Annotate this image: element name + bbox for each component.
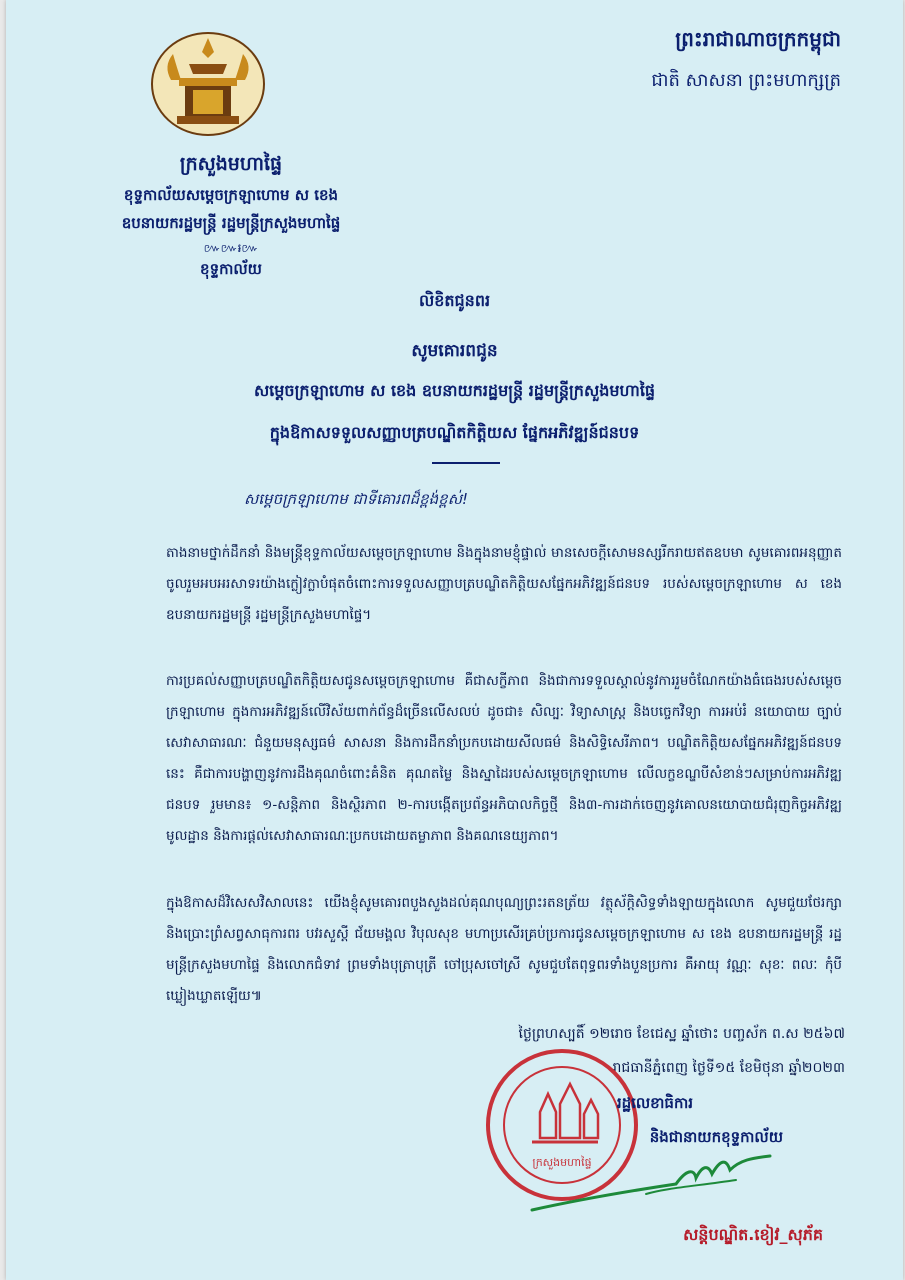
national-motto: ជាតិ សាសនា ព្រះមហាក្សត្រ	[651, 70, 841, 91]
paragraph-1: តាងនាមថ្នាក់ដឹកនាំ និងមន្ត្រីខុទ្ទកាល័យសម្តេចក្រឡាហោម និងក្នុងនាមខ្ញុំផ្ទាល់ មានសេចក្តីសោមនស្សរីករាយឥតឧបមា សូមគោរពអនុញ្ញាតចូលរួមអបអរសាទរយ៉ាងក្លៀវក្លាបំផុតចំពោះការទទួលសញ្ញាបត្របណ្ឌិតកិត្តិយសផ្នែកអភិវឌ្ឍន៍ជនបទ របស់សម្តេចក្រឡាហោម ស ខេង ឧបនាយករដ្ឋមន្ត្រី រដ្ឋមន្ត្រីក្រសួងមហាផ្ទៃ។	[166, 545, 842, 623]
handwritten-signature-icon	[526, 1150, 776, 1220]
solar-date: រាជធានីភ្នំពេញ ថ្ងៃទី១៥ ខែមិថុនា ឆ្នាំ២០២៣	[612, 1060, 845, 1076]
ornament-divider: ៚៚៛៚	[203, 241, 259, 255]
cabinet-line-1: ខុទ្ទកាល័យសម្តេចក្រឡាហោម ស ខេង	[123, 186, 339, 204]
salutation: សម្តេចក្រឡាហោម ជាទីគោរពដ៏ខ្ពង់ខ្ពស់!	[244, 490, 468, 508]
respectfully-to: សូមគោរពជូន	[411, 341, 498, 361]
signer-title: រដ្ឋលេខាធិការ	[616, 1094, 693, 1112]
signer-name: សន្តិបណ្ឌិត.ខៀវ_សុភ័គ	[683, 1225, 823, 1244]
occasion-line: ក្នុងឱកាសទទួលសញ្ញាបត្របណ្ឌិតកិត្តិយស ផ្នែកអភិវឌ្ឍន៍ជនបទ	[269, 423, 640, 442]
stamp-text: ក្រសួងមហាផ្ទៃ	[532, 1156, 592, 1169]
royal-emblem-icon	[149, 30, 267, 138]
ministry-block	[86, 152, 376, 282]
ministry-name: ក្រសួងមហាផ្ទៃ	[179, 153, 283, 175]
signer-position: និងជានាយកខុទ្ទកាល័យ	[649, 1128, 783, 1146]
title-divider	[432, 462, 500, 464]
letter-page	[6, 0, 903, 1280]
cabinet-line-2: ឧបនាយករដ្ឋមន្ត្រី រដ្ឋមន្ត្រីក្រសួងមហាផ្ទៃ	[121, 214, 341, 232]
recipient-line: សម្តេចក្រឡាហោម ស ខេង ឧបនាយករដ្ឋមន្ត្រី រដ្ឋមន្ត្រីក្រសួងមហាផ្ទៃ	[253, 381, 656, 400]
paragraph-2: ការប្រគល់សញ្ញាបត្របណ្ឌិតកិត្តិយសជូនសម្តេចក្រឡាហោម គឺជាសក្ខីភាព និងជាការទទួលស្គាល់នូវការរួមចំណែកយ៉ាងធំធេងរបស់សម្តេចក្រឡាហោម ក្នុងការអភិវឌ្ឍន៍លើវិស័យពាក់ព័ន្ធដ៏ច្រើនលើសលប់ ដូចជា៖ សិល្បៈ វិទ្យាសាស្ត្រ និងបច្ចេកវិទ្យា ការអប់រំ នយោបាយ ច្បាប់ សេវាសាធារណៈ ជំនួយមនុស្សធម៌ សាសនា និងការដឹកនាំប្រកបដោយសីលធម៌ និងសិទ្ធិសេរីភាព។ បណ្ឌិតកិត្តិយសផ្នែកអភិវឌ្ឍន៍ជនបទនេះ គឺជាការបង្ហាញនូវការដឹងគុណចំពោះគំនិត គុណតម្លៃ និងស្នាដៃរបស់សម្តេចក្រឡាហោម លើលក្ខខណ្ឌបីសំខាន់ៗសម្រាប់ការអភិវឌ្ឍជនបទ រួមមាន៖ ១-សន្តិភាព និងស្ថិរភាព ២-ការបង្កើតប្រព័ន្ធអភិបាលកិច្ចថ្មី និង៣-ការដាក់ចេញនូវគោលនយោបាយជំរុញកិច្ចអភិវឌ្ឍមូលដ្ឋាន និងការផ្តល់សេវាសាធារណៈប្រកបដោយតម្លាភាព និងគណនេយ្យភាព។	[166, 673, 842, 844]
kingdom-header: ព្រះរាជាណាចក្រកម្ពុជា	[675, 27, 841, 51]
lunar-date: ថ្ងៃព្រហស្បតិ៍ ១២រោច ខែជេស្ឋ ឆ្នាំថោះ បញ្ចស័ក ព.ស ២៥៦៧	[518, 1026, 845, 1042]
document-type: លិខិតជូនពរ	[418, 291, 491, 310]
office-name: ខុទ្ទកាល័យ	[200, 260, 262, 278]
paragraph-3: ក្នុងឱកាសដ៏វិសេសវិសាលនេះ យើងខ្ញុំសូមគោរពបួងសួងដល់គុណបុណ្យព្រះរតនត្រ័យ វត្ថុស័ក្តិសិទ្ធទាំងឡាយក្នុងលោក សូមជួយថែរក្សា និងប្រោះព្រំសព្វសាធុការពរ បវរសួស្តី ជ័យមង្គល វិបុលសុខ មហាប្រសើរគ្រប់ប្រការជូនសម្តេចក្រឡាហោម ស ខេង ឧបនាយករដ្ឋមន្ត្រី រដ្ឋមន្ត្រីក្រសួងមហាផ្ទៃ និងលោកជំទាវ ព្រមទាំងបុត្រាបុត្រី ចៅប្រុសចៅស្រី សូមជួបតែពុទ្ធពរទាំងបួនប្រការ គឺអាយុ វណ្ណៈ សុខៈ ពលៈ កុំបីឃ្លៀងឃ្លាតឡើយ៕	[166, 895, 842, 1004]
